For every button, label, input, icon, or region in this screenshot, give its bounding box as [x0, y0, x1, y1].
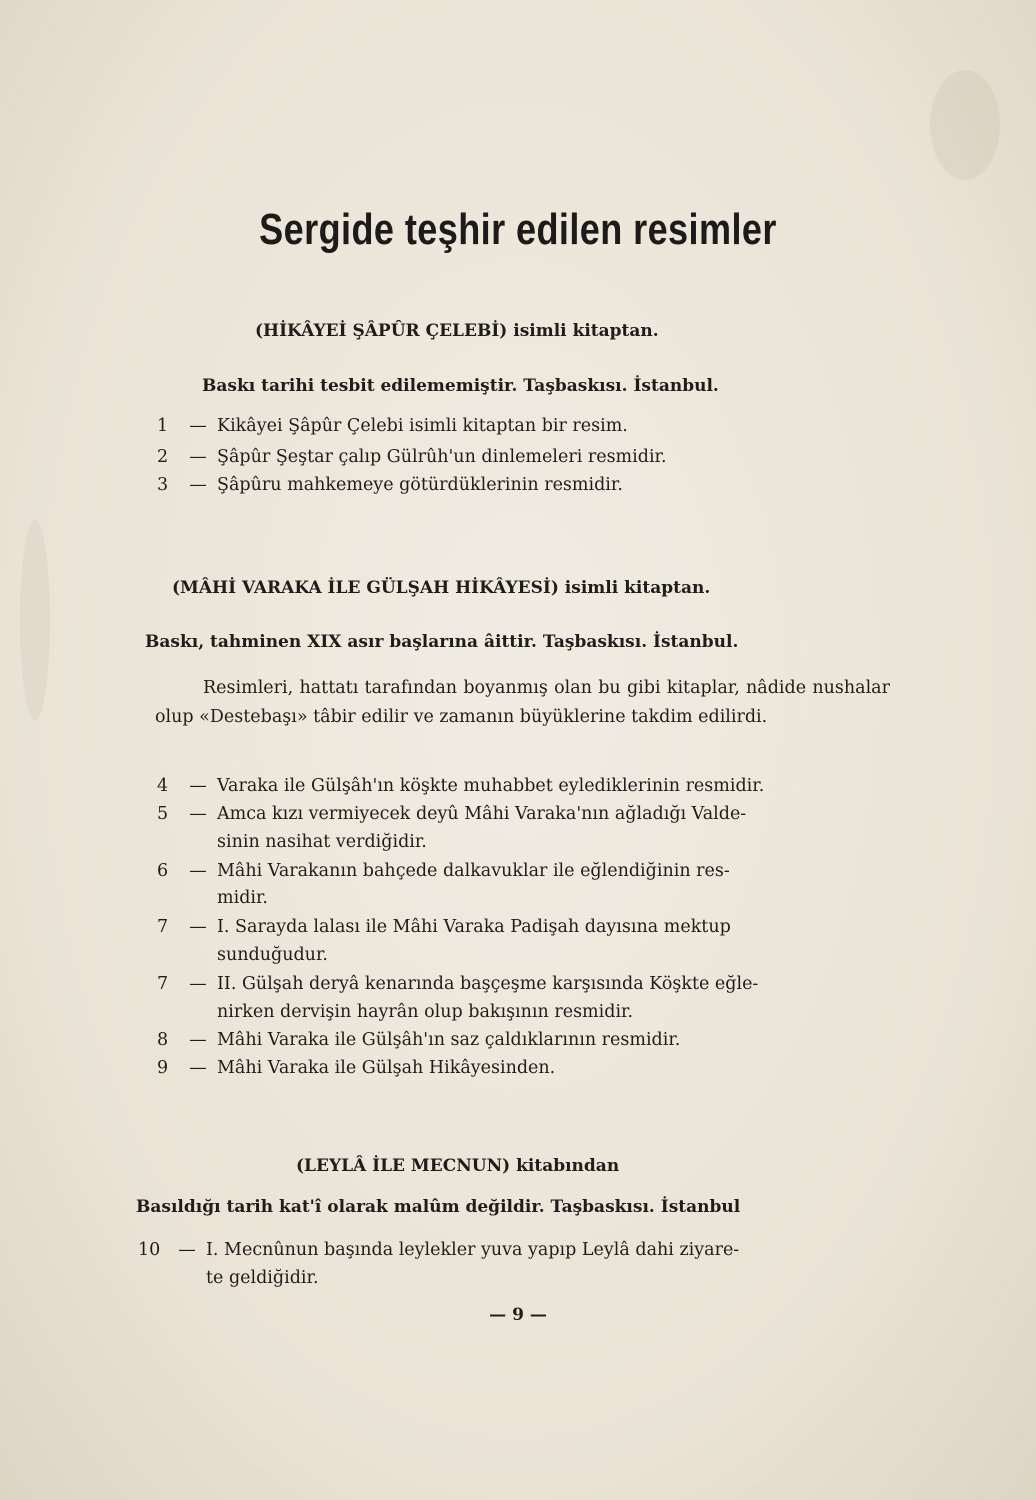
item-dash: — — [189, 974, 207, 994]
item-number: 8 — [157, 1030, 169, 1050]
item-dash: — — [189, 1030, 207, 1050]
item-dash: — — [189, 416, 207, 436]
item-text: Şâpûr Şeştar çalıp Gülrûh'un dinlemeleri resmidir. — [217, 447, 667, 467]
item-text: Mâhi Varaka ile Gülşâh'ın saz çaldıklarının resmidir. — [217, 1030, 681, 1050]
page-number: — 9 — — [489, 1305, 547, 1325]
item-number: 9 — [157, 1058, 169, 1078]
item-number: 2 — [157, 447, 169, 467]
item-text: Varaka ile Gülşâh'ın köşkte muhabbet eylediklerinin resmidir. — [217, 776, 765, 796]
item-continuation: sunduğudur. — [217, 945, 328, 965]
item-dash: — — [178, 1240, 196, 1260]
item-text: II. Gülşah deryâ kenarında başçeşme karşısında Köşkte eğle- — [217, 974, 759, 994]
item-text: Şâpûru mahkemeye götürdüklerinin resmidir. — [217, 475, 623, 495]
list-item — [157, 471, 623, 499]
list-item — [157, 1026, 680, 1054]
item-dash: — — [189, 917, 207, 937]
item-text: Kikâyei Şâpûr Çelebi isimli kitaptan bir resim. — [217, 416, 628, 436]
item-dash: — — [189, 1058, 207, 1078]
section-2-paragraph: Resimleri, hattatı tarafından boyanmış olan bu gibi kitaplar, nâdide nushalar olup «Destebaşı» tâbir edilir ve zamanın büyüklerine takdim edilirdi. — [155, 678, 890, 727]
item-number: 1 — [157, 416, 169, 436]
list-item — [157, 970, 758, 998]
list-item — [157, 857, 730, 885]
item-dash: — — [189, 776, 207, 796]
section-3-heading: (LEYLÂ İLE MECNUN) kitabından — [296, 1156, 620, 1176]
item-number: 6 — [157, 861, 169, 881]
section-3-note: Basıldığı tarih kat'î olarak malûm değildir. Taşbaskısı. İstanbul — [136, 1197, 741, 1217]
item-dash: — — [189, 861, 207, 881]
item-text: Mâhi Varaka ile Gülşah Hikâyesinden. — [217, 1058, 556, 1078]
list-item — [157, 412, 628, 440]
list-item — [138, 1236, 739, 1264]
page-title: Sergide teşhir edilen resimler — [259, 205, 777, 254]
item-continuation: nirken dervişin hayrân olup bakışının resmidir. — [217, 1002, 634, 1022]
item-continuation: sinin nasihat verdiğidir. — [217, 832, 427, 852]
paper-stain — [20, 520, 50, 720]
paper-stain — [930, 70, 1000, 180]
item-number: 3 — [157, 475, 169, 495]
item-number: 10 — [138, 1240, 161, 1260]
item-number: 4 — [157, 776, 169, 796]
list-item — [157, 913, 731, 941]
item-dash: — — [189, 475, 207, 495]
item-dash: — — [189, 804, 207, 824]
item-text: I. Mecnûnun başında leylekler yuva yapıp Leylâ dahi ziyare- — [206, 1240, 740, 1260]
item-text: I. Sarayda lalası ile Mâhi Varaka Padişah dayısına mektup — [217, 917, 731, 937]
list-item — [157, 443, 667, 471]
item-text: Amca kızı vermiyecek deyû Mâhi Varaka'nın ağladığı Valde- — [217, 804, 747, 824]
section-2-heading: (MÂHİ VARAKA İLE GÜLŞAH HİKÂYESİ) isimli kitaptan. — [172, 578, 711, 598]
item-number: 7 — [157, 917, 169, 937]
item-continuation: te geldiğidir. — [206, 1268, 319, 1288]
list-item — [157, 772, 764, 800]
item-number: 5 — [157, 804, 169, 824]
item-continuation: midir. — [217, 888, 268, 908]
list-item — [157, 800, 746, 828]
item-dash: — — [189, 447, 207, 467]
section-2-note: Baskı, tahminen XIX asır başlarına âittir. Taşbaskısı. İstanbul. — [145, 632, 739, 652]
list-item — [157, 1054, 555, 1082]
section-1-heading: (HİKÂYEİ ŞÂPÛR ÇELEBİ) isimli kitaptan. — [255, 321, 659, 341]
section-1-note: Baskı tarihi tesbit edilememiştir. Taşbaskısı. İstanbul. — [202, 376, 719, 396]
item-text: Mâhi Varakanın bahçede dalkavuklar ile eğlendiğinin res- — [217, 861, 730, 881]
item-number: 7 — [157, 974, 169, 994]
